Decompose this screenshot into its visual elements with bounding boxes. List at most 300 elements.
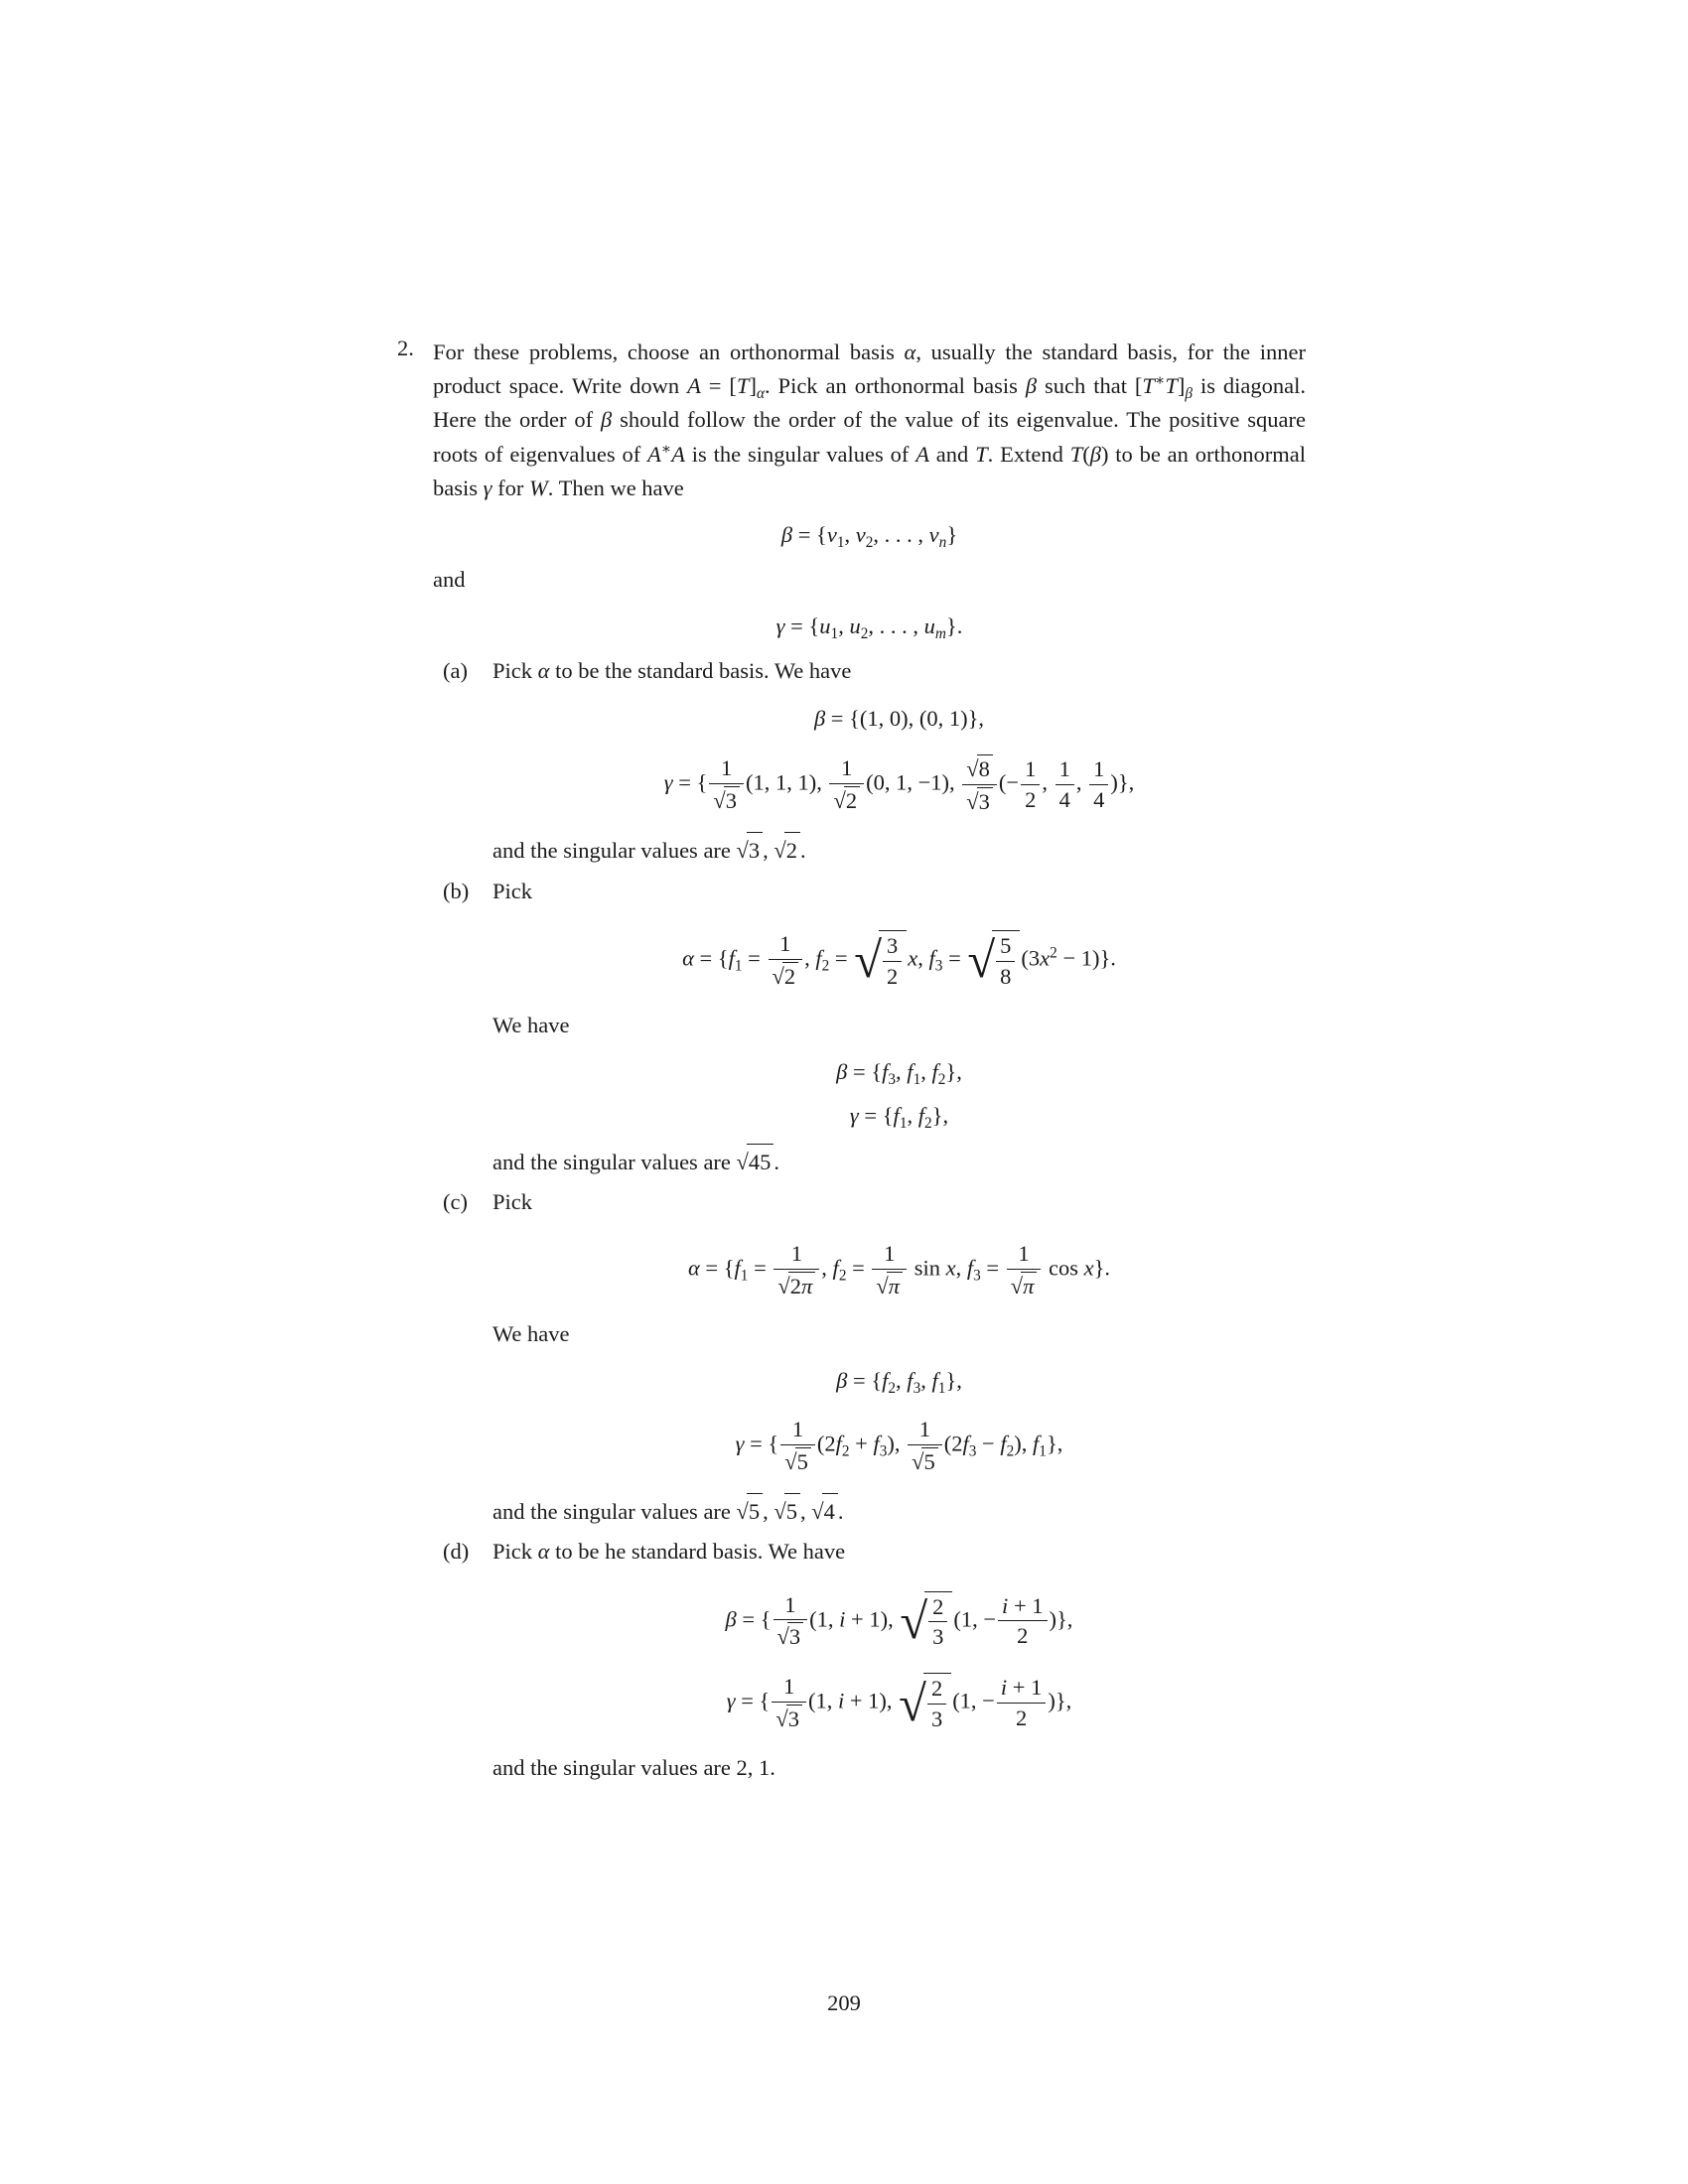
radical-sign: √: [775, 1706, 788, 1732]
radicand: [822, 1493, 838, 1529]
math-token: T: [1142, 373, 1155, 399]
math-token: 3: [968, 1442, 977, 1460]
equation-beta-general: [433, 521, 1306, 549]
subitem-a-intro: [492, 654, 1306, 688]
math-token: α: [756, 385, 765, 403]
math-token: and the singular values are: [492, 1150, 737, 1174]
math-token: 2: [1017, 1623, 1029, 1649]
math-token: + 1),: [845, 1606, 900, 1632]
radical-sign: √: [736, 1499, 749, 1525]
math-token: ∗: [660, 440, 672, 458]
fraction-numerator: [774, 1241, 819, 1270]
math-token: Pick: [492, 658, 538, 684]
math-token: 2: [841, 1442, 850, 1460]
math-token: = {: [736, 1606, 772, 1632]
square-root: [811, 1493, 838, 1529]
math-token: sin: [909, 1255, 946, 1281]
math-token: γ: [775, 614, 785, 639]
radical-sign: √: [811, 1499, 824, 1525]
math-token: +: [849, 1431, 874, 1456]
math-token: cos: [1043, 1255, 1084, 1281]
math-token: =: [829, 945, 854, 971]
math-token: 3: [973, 1267, 981, 1285]
fraction-numerator: [998, 1593, 1047, 1622]
math-token: f: [893, 1102, 900, 1128]
math-token: Pick: [492, 1189, 533, 1215]
math-token: + 1: [1008, 1592, 1044, 1618]
math-token: and: [928, 441, 976, 467]
fraction: [829, 755, 864, 814]
fraction-numerator: [709, 755, 744, 784]
square-root: [775, 1705, 802, 1732]
math-token: = {: [744, 1431, 779, 1456]
radical-sign: √: [900, 1592, 928, 1649]
equation-a-beta: [492, 705, 1306, 733]
math-token: β: [836, 1058, 848, 1084]
equation-gamma-general: [433, 613, 1306, 643]
math-token: i: [1000, 1675, 1008, 1701]
problem-2-number: 2.: [397, 336, 414, 360]
fraction-numerator: [908, 1417, 942, 1445]
fraction-numerator: [780, 1417, 815, 1445]
math-token: (2: [943, 1431, 963, 1456]
math-token: . Then we have: [547, 475, 684, 500]
math-token: T: [736, 373, 750, 399]
math-token: f: [1000, 1431, 1007, 1456]
radicand: [887, 1272, 903, 1299]
math-token: β: [1025, 373, 1038, 399]
square-root: [737, 832, 764, 868]
math-token: f: [931, 1058, 938, 1084]
square-root: [774, 1493, 800, 1529]
math-token: 2: [930, 1676, 943, 1702]
equation-d-beta: [492, 1591, 1306, 1652]
fraction: [1089, 756, 1108, 813]
math-token: (1, −: [953, 1606, 997, 1632]
radical-sign: √: [772, 963, 784, 989]
radicand: [977, 787, 993, 815]
math-token: f: [815, 945, 822, 971]
math-token: 3: [930, 1706, 943, 1732]
math-token: ,: [804, 945, 816, 971]
math-token: and the singular values are 2, 1.: [492, 1755, 775, 1781]
math-token: 2: [865, 533, 874, 551]
fraction: [996, 933, 1015, 990]
math-token: 1: [721, 754, 733, 780]
radical-sign: √: [899, 1675, 926, 1731]
math-token: should follow the order of the value of its eigenvalue. The positive square roots of eigenvalues of: [433, 407, 1306, 467]
fraction-numerator: [769, 931, 803, 960]
math-token: },: [945, 1058, 962, 1084]
fraction-denominator: [1007, 1270, 1042, 1299]
math-token: ,: [763, 1499, 774, 1525]
math-token: f: [962, 1431, 969, 1456]
square-root: [833, 786, 860, 814]
math-token: 5: [1000, 932, 1012, 958]
math-token: , . . . ,: [873, 521, 929, 547]
fraction-numerator: [829, 755, 864, 784]
math-token: to be the standard basis. We have: [549, 658, 852, 684]
math-token: 1: [841, 754, 853, 780]
math-token: + 1: [1007, 1675, 1043, 1701]
radicand: [787, 1622, 803, 1650]
fraction: [908, 1417, 942, 1475]
math-token: x: [945, 1255, 956, 1281]
math-token: is diagonal. Here the order of: [433, 373, 1307, 433]
fraction-numerator: [772, 1674, 806, 1703]
math-token: = [: [700, 373, 737, 399]
math-token: ,: [920, 1368, 932, 1394]
math-token: 1: [783, 1674, 795, 1700]
subitem-a: [443, 654, 1306, 868]
math-token: to be he standard basis. We have: [549, 1539, 846, 1565]
math-token: .: [837, 1499, 844, 1525]
math-token: = {: [858, 1102, 894, 1128]
math-token: ,: [800, 1499, 812, 1525]
math-token: f: [882, 1058, 889, 1084]
radicand: [747, 1493, 763, 1529]
math-token: f: [734, 1255, 741, 1281]
radicand: [992, 930, 1020, 991]
math-token: π: [801, 1274, 813, 1299]
fraction: [772, 1674, 806, 1732]
math-token: 1: [899, 1114, 908, 1132]
radical-sign: √: [967, 932, 996, 989]
fraction-denominator: [774, 1270, 819, 1299]
math-token: ,: [955, 1255, 967, 1281]
radical-sign: √: [966, 755, 979, 781]
square-root: [899, 1673, 951, 1733]
math-token: = {: [784, 614, 820, 639]
math-token: 5: [796, 1449, 808, 1475]
square-root: [900, 1591, 952, 1652]
equation-c-gamma: [492, 1417, 1306, 1475]
square-root: [854, 930, 907, 991]
subitem-c-we-have: [492, 1317, 1306, 1351]
fraction-denominator: [772, 1703, 806, 1732]
math-token: A: [687, 373, 701, 399]
math-token: ]: [1177, 373, 1186, 399]
fraction: [769, 931, 803, 990]
math-token: 2: [789, 1274, 802, 1299]
math-token: −: [976, 1431, 1001, 1456]
fraction-denominator: [998, 1621, 1047, 1649]
fraction: [872, 1241, 907, 1299]
math-token: β: [836, 1368, 848, 1394]
math-token: f: [728, 945, 735, 971]
math-token: We have: [492, 1321, 570, 1347]
math-token: )},: [1048, 1688, 1072, 1713]
math-token: },: [1046, 1431, 1063, 1456]
math-token: 3: [788, 1624, 801, 1650]
radical-sign: √: [776, 1624, 789, 1650]
math-token: }.: [945, 614, 963, 639]
subitem-c-singular-values: [492, 1493, 1306, 1529]
math-token: 2: [1050, 944, 1057, 962]
math-token: f: [907, 1058, 914, 1084]
fraction-denominator: [1021, 785, 1040, 813]
square-root: [737, 1144, 774, 1179]
math-token: )},: [1049, 1606, 1073, 1632]
radicand: [1021, 1272, 1037, 1299]
math-token: ,: [838, 614, 850, 639]
problem-2-intro-paragraph: [433, 336, 1306, 505]
math-token: = {: [735, 1688, 771, 1713]
math-token: π: [888, 1274, 901, 1299]
subitem-d: [443, 1535, 1306, 1785]
math-token: i: [839, 1606, 846, 1632]
radical-sign: √: [777, 1274, 790, 1299]
math-token: ,: [917, 945, 929, 971]
math-token: γ: [483, 475, 492, 500]
math-token: β: [813, 705, 826, 731]
math-token: 1: [918, 1417, 931, 1442]
math-token: f: [832, 1255, 839, 1281]
math-token: v: [855, 521, 866, 547]
fraction-denominator: [872, 1270, 907, 1299]
math-token: for: [492, 475, 529, 500]
radical-sign: √: [966, 788, 979, 814]
subitem-b: [443, 875, 1306, 1180]
square-root: [1011, 1272, 1038, 1299]
square-root: [784, 1447, 811, 1475]
subitem-a-label: (a): [443, 658, 468, 684]
fraction-numerator: [1089, 756, 1108, 785]
subitem-d-intro: [492, 1535, 1306, 1569]
math-token: 5: [923, 1449, 935, 1475]
math-token: f: [907, 1368, 914, 1394]
math-token: 1: [734, 957, 743, 975]
math-token: =: [942, 945, 967, 971]
math-token: 2: [932, 1593, 944, 1619]
math-token: + 1),: [844, 1688, 899, 1713]
math-token: =: [980, 1255, 1005, 1281]
fraction-numerator: [996, 933, 1015, 962]
math-token: γ: [726, 1688, 736, 1713]
math-token: 2: [1025, 786, 1037, 812]
fraction-numerator: [1021, 756, 1040, 785]
fraction-numerator: [1007, 1241, 1042, 1270]
math-token: f: [966, 1255, 974, 1281]
fraction-numerator: [928, 1594, 947, 1623]
math-token: 1: [791, 1417, 804, 1442]
math-token: = {: [693, 945, 729, 971]
math-token: 5: [748, 1499, 761, 1525]
math-token: − 1)}.: [1056, 945, 1116, 971]
fraction: [774, 1241, 819, 1299]
math-token: α: [687, 1255, 700, 1281]
math-token: ,: [896, 1058, 908, 1084]
fraction: [962, 754, 997, 815]
math-token: and the singular values are: [492, 838, 737, 864]
fraction-denominator: [1055, 785, 1074, 813]
subitem-c-label: (c): [443, 1189, 468, 1215]
fraction-numerator: [962, 754, 997, 785]
math-token: f: [882, 1368, 889, 1394]
fraction-denominator: [829, 784, 864, 814]
subitem-d-label: (d): [443, 1539, 470, 1565]
radicand: [924, 1591, 952, 1652]
math-token: },: [945, 1368, 962, 1394]
subitem-c-body: [492, 1185, 1306, 1529]
radicand: [782, 962, 798, 990]
radicand: [977, 754, 993, 782]
math-token: γ: [849, 1102, 859, 1128]
math-token: and: [433, 567, 466, 593]
math-token: (1,: [809, 1606, 840, 1632]
math-token: 1: [790, 1241, 802, 1267]
math-token: i: [837, 1688, 845, 1713]
radicand: [747, 832, 763, 868]
math-token: such that [: [1037, 373, 1143, 399]
math-token: 1: [1039, 1442, 1047, 1460]
math-token: ) to be an orthonormal basis: [433, 441, 1306, 500]
math-token: A: [915, 441, 929, 467]
fraction: [1021, 756, 1040, 813]
math-token: , . . . ,: [868, 614, 924, 639]
square-root: [713, 786, 740, 814]
math-token: 3: [748, 838, 761, 864]
math-token: For these problems, choose an orthonormal basis: [433, 340, 905, 364]
radical-sign: √: [1010, 1274, 1024, 1299]
math-token: 1: [1025, 755, 1037, 781]
fraction-numerator: [1055, 756, 1074, 785]
fraction-numerator: [883, 933, 902, 962]
fraction-denominator: [883, 962, 902, 990]
square-root: [967, 930, 1020, 991]
radicand: [879, 930, 907, 991]
equation-b-alpha: [492, 930, 1306, 991]
math-token: 2: [845, 787, 858, 813]
square-root: [774, 832, 800, 868]
math-token: γ: [735, 1431, 745, 1456]
fraction-denominator: [1089, 785, 1108, 813]
math-token: x: [1083, 1255, 1094, 1281]
fraction-denominator: [780, 1445, 815, 1475]
math-token: = {(1, 0), (0, 1)},: [825, 705, 985, 731]
radical-sign: √: [774, 1499, 786, 1525]
math-token: x: [1040, 945, 1051, 971]
subitem-a-body: [492, 654, 1306, 868]
math-token: 4: [1058, 786, 1070, 812]
math-token: 2: [923, 1114, 932, 1132]
radicand: [747, 1144, 774, 1179]
subitem-d-singular-values: [492, 1751, 1306, 1785]
radicand: [923, 1673, 951, 1733]
subitem-b-we-have: [492, 1009, 1306, 1042]
math-token: =: [748, 1255, 773, 1281]
math-token: }: [946, 521, 958, 547]
math-token: ,: [896, 1368, 908, 1394]
math-token: A: [647, 441, 661, 467]
math-token: α: [537, 1539, 550, 1565]
fraction-numerator: [872, 1241, 907, 1270]
square-root: [737, 1493, 764, 1529]
radicand: [795, 1447, 811, 1475]
math-token: 1: [884, 1241, 896, 1267]
fraction: [1055, 756, 1074, 813]
math-token: 5: [785, 1499, 798, 1525]
math-token: v: [826, 521, 837, 547]
math-token: 3: [913, 1380, 921, 1398]
fraction: [780, 1417, 815, 1475]
math-token: 2: [887, 963, 899, 989]
fraction-denominator: [996, 962, 1015, 990]
math-token: 3: [887, 932, 899, 958]
math-token: f: [928, 945, 935, 971]
math-token: . Pick an orthonormal basis: [764, 373, 1026, 399]
math-token: 1: [913, 1070, 921, 1088]
math-token: γ: [663, 769, 673, 795]
math-token: A: [671, 441, 685, 467]
math-token: β: [1089, 441, 1101, 467]
radical-sign: √: [876, 1274, 889, 1299]
square-root: [966, 754, 993, 782]
fraction-numerator: [997, 1675, 1046, 1704]
radical-sign: √: [784, 1449, 797, 1475]
math-token: 1: [836, 533, 845, 551]
math-token: f: [835, 1431, 842, 1456]
math-token: f: [1033, 1431, 1040, 1456]
subitem-c: [443, 1185, 1306, 1529]
math-token: u: [819, 614, 831, 639]
fraction-denominator: [769, 960, 803, 990]
math-token: , usually the standard basis, for the inner product space. Write down: [433, 340, 1306, 399]
radicand: [724, 786, 740, 814]
math-token: T: [975, 441, 988, 467]
math-token: (0, 1, −1),: [866, 769, 961, 795]
math-token: 4: [823, 1499, 835, 1525]
radical-sign: √: [854, 932, 883, 989]
math-token: 2: [785, 838, 798, 864]
math-token: 2: [783, 963, 796, 989]
math-token: 8: [978, 755, 990, 781]
square-root: [876, 1272, 903, 1299]
math-token: 1: [937, 1380, 946, 1398]
math-token: ),: [1014, 1431, 1034, 1456]
math-token: .: [774, 1150, 780, 1174]
math-token: },: [931, 1102, 949, 1128]
math-token: β: [1185, 385, 1193, 403]
radical-sign: √: [736, 838, 749, 864]
math-token: 1: [740, 1267, 749, 1285]
subitem-c-intro: [492, 1185, 1306, 1219]
math-token: α: [682, 945, 694, 971]
math-token: (−: [998, 769, 1020, 795]
fraction: [774, 1592, 808, 1651]
math-token: α: [537, 658, 550, 684]
math-token: )},: [1110, 769, 1135, 795]
math-token: x: [908, 945, 918, 971]
math-token: W: [529, 475, 548, 500]
math-token: 1: [784, 1591, 796, 1617]
math-token: ,: [1075, 769, 1088, 795]
connector-and: [433, 563, 1306, 597]
math-token: α: [904, 340, 916, 364]
math-token: 2: [937, 1070, 946, 1088]
math-token: ,: [920, 1058, 932, 1084]
math-token: ,: [1042, 769, 1054, 795]
fraction: [1007, 1241, 1042, 1299]
page-content: [397, 336, 1306, 1785]
problem-2: [397, 336, 1306, 1785]
math-token: = {: [792, 521, 827, 547]
math-token: β: [780, 521, 793, 547]
math-token: β: [600, 407, 613, 433]
radical-sign: √: [833, 787, 846, 813]
equation-c-beta: [492, 1367, 1306, 1398]
math-token: f: [931, 1368, 938, 1394]
